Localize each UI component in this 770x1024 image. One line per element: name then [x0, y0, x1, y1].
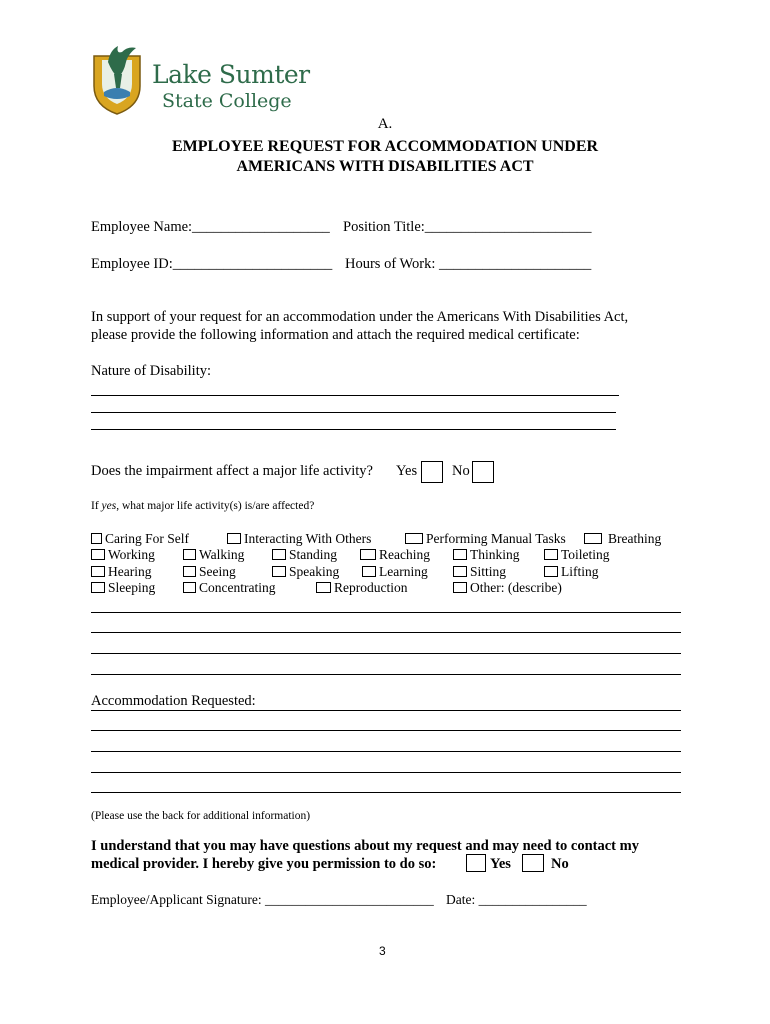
- consent-yes-checkbox[interactable]: [466, 854, 486, 872]
- checkbox-icon[interactable]: [453, 582, 467, 593]
- activity-concentrating[interactable]: Concentrating: [183, 580, 275, 596]
- signature-field[interactable]: Employee/Applicant Signature: _________________________: [91, 892, 434, 907]
- if-yes-prompt: If yes, what major life activity(s) is/are affected?: [91, 500, 315, 512]
- accommodation-label: Accommodation Requested:: [91, 693, 256, 709]
- activity-reproduction[interactable]: Reproduction: [316, 580, 408, 596]
- shield-eagle-icon: [88, 44, 146, 116]
- page-title-line1: EMPLOYEE REQUEST FOR ACCOMMODATION UNDER: [171, 138, 599, 155]
- nature-line-1[interactable]: [91, 395, 619, 396]
- checkbox-icon[interactable]: [360, 549, 376, 560]
- activity-sleeping[interactable]: Sleeping: [91, 580, 155, 596]
- major-life-question: Does the impairment affect a major life activity?: [91, 463, 373, 479]
- activity-working[interactable]: Working: [91, 547, 155, 563]
- major-life-no-label: No: [452, 463, 470, 479]
- describe-line-2[interactable]: [91, 632, 681, 633]
- accommodation-line-1[interactable]: [91, 710, 681, 711]
- activity-toileting[interactable]: Toileting: [544, 547, 610, 563]
- checkbox-icon[interactable]: [453, 566, 467, 577]
- consent-line2: medical provider. I hereby give you permission to do so:: [91, 856, 437, 872]
- back-note: (Please use the back for additional information): [91, 810, 311, 822]
- accommodation-line-5[interactable]: [91, 792, 681, 793]
- activity-hearing[interactable]: Hearing: [91, 564, 151, 580]
- employee-id-field[interactable]: Employee ID:______________________: [91, 256, 333, 272]
- checkbox-icon[interactable]: [544, 566, 558, 577]
- activity-walking[interactable]: Walking: [183, 547, 244, 563]
- checkbox-icon[interactable]: [584, 533, 602, 544]
- activity-sitting[interactable]: Sitting: [453, 564, 506, 580]
- activity-caring[interactable]: Caring For Self: [91, 531, 189, 547]
- consent-no-checkbox[interactable]: [522, 854, 544, 872]
- activity-seeing[interactable]: Seeing: [183, 564, 236, 580]
- activity-interacting[interactable]: Interacting With Others: [227, 531, 371, 547]
- activity-manual[interactable]: Performing Manual Tasks: [405, 531, 566, 547]
- activity-reaching[interactable]: Reaching: [360, 547, 430, 563]
- accommodation-line-4[interactable]: [91, 772, 681, 773]
- logo-name-line1: Lake Sumter: [152, 60, 310, 89]
- accommodation-line-2[interactable]: [91, 730, 681, 731]
- consent-yes-label: Yes: [490, 856, 511, 872]
- accommodation-line-3[interactable]: [91, 751, 681, 752]
- major-life-yes-checkbox[interactable]: [421, 461, 443, 483]
- nature-line-3[interactable]: [91, 429, 616, 430]
- checkbox-icon[interactable]: [316, 582, 331, 593]
- activity-breathing[interactable]: Breathing: [584, 531, 661, 547]
- page-number: 3: [379, 944, 386, 958]
- describe-line-3[interactable]: [91, 653, 681, 654]
- hours-of-work-field[interactable]: Hours of Work: _____________________: [345, 256, 592, 272]
- activity-learning[interactable]: Learning: [362, 564, 428, 580]
- checkbox-icon[interactable]: [183, 582, 196, 593]
- nature-line-2[interactable]: [91, 412, 616, 413]
- intro-line2: please provide the following information and attach the required medical certificate:: [91, 327, 580, 343]
- consent-no-label: No: [551, 856, 569, 872]
- college-logo: [88, 44, 310, 119]
- logo-name-line2: State College: [162, 90, 292, 112]
- checkbox-icon[interactable]: [183, 549, 196, 560]
- checkbox-icon[interactable]: [453, 549, 467, 560]
- checkbox-icon[interactable]: [544, 549, 558, 560]
- nature-of-disability-label: Nature of Disability:: [91, 363, 212, 379]
- employee-name-field[interactable]: Employee Name:___________________: [91, 219, 330, 235]
- checkbox-icon[interactable]: [272, 549, 286, 560]
- position-title-field[interactable]: Position Title:_______________________: [343, 219, 592, 235]
- checkbox-icon[interactable]: [91, 549, 105, 560]
- date-field[interactable]: Date: ________________: [446, 892, 587, 907]
- checkbox-icon[interactable]: [91, 566, 105, 577]
- checkbox-icon[interactable]: [91, 582, 105, 593]
- activity-other[interactable]: Other: (describe): [453, 580, 562, 596]
- checkbox-icon[interactable]: [183, 566, 196, 577]
- checkbox-icon[interactable]: [362, 566, 376, 577]
- checkbox-icon[interactable]: [227, 533, 241, 544]
- activity-lifting[interactable]: Lifting: [544, 564, 599, 580]
- describe-line-4[interactable]: [91, 674, 681, 675]
- checkbox-icon[interactable]: [405, 533, 423, 544]
- major-life-yes-label: Yes: [396, 463, 418, 479]
- page-title-line2: AMERICANS WITH DISABILITIES ACT: [236, 158, 534, 175]
- major-life-no-checkbox[interactable]: [472, 461, 494, 483]
- consent-line1: I understand that you may have questions about my request and may need to contact my: [91, 838, 639, 854]
- describe-line-1[interactable]: [91, 612, 681, 613]
- activity-thinking[interactable]: Thinking: [453, 547, 520, 563]
- intro-line1: In support of your request for an accommodation under the Americans With Disabilities Act,: [91, 309, 629, 325]
- checkbox-icon[interactable]: [91, 533, 102, 544]
- checkbox-icon[interactable]: [272, 566, 286, 577]
- section-letter: A.: [377, 116, 393, 132]
- activity-speaking[interactable]: Speaking: [272, 564, 339, 580]
- activity-standing[interactable]: Standing: [272, 547, 337, 563]
